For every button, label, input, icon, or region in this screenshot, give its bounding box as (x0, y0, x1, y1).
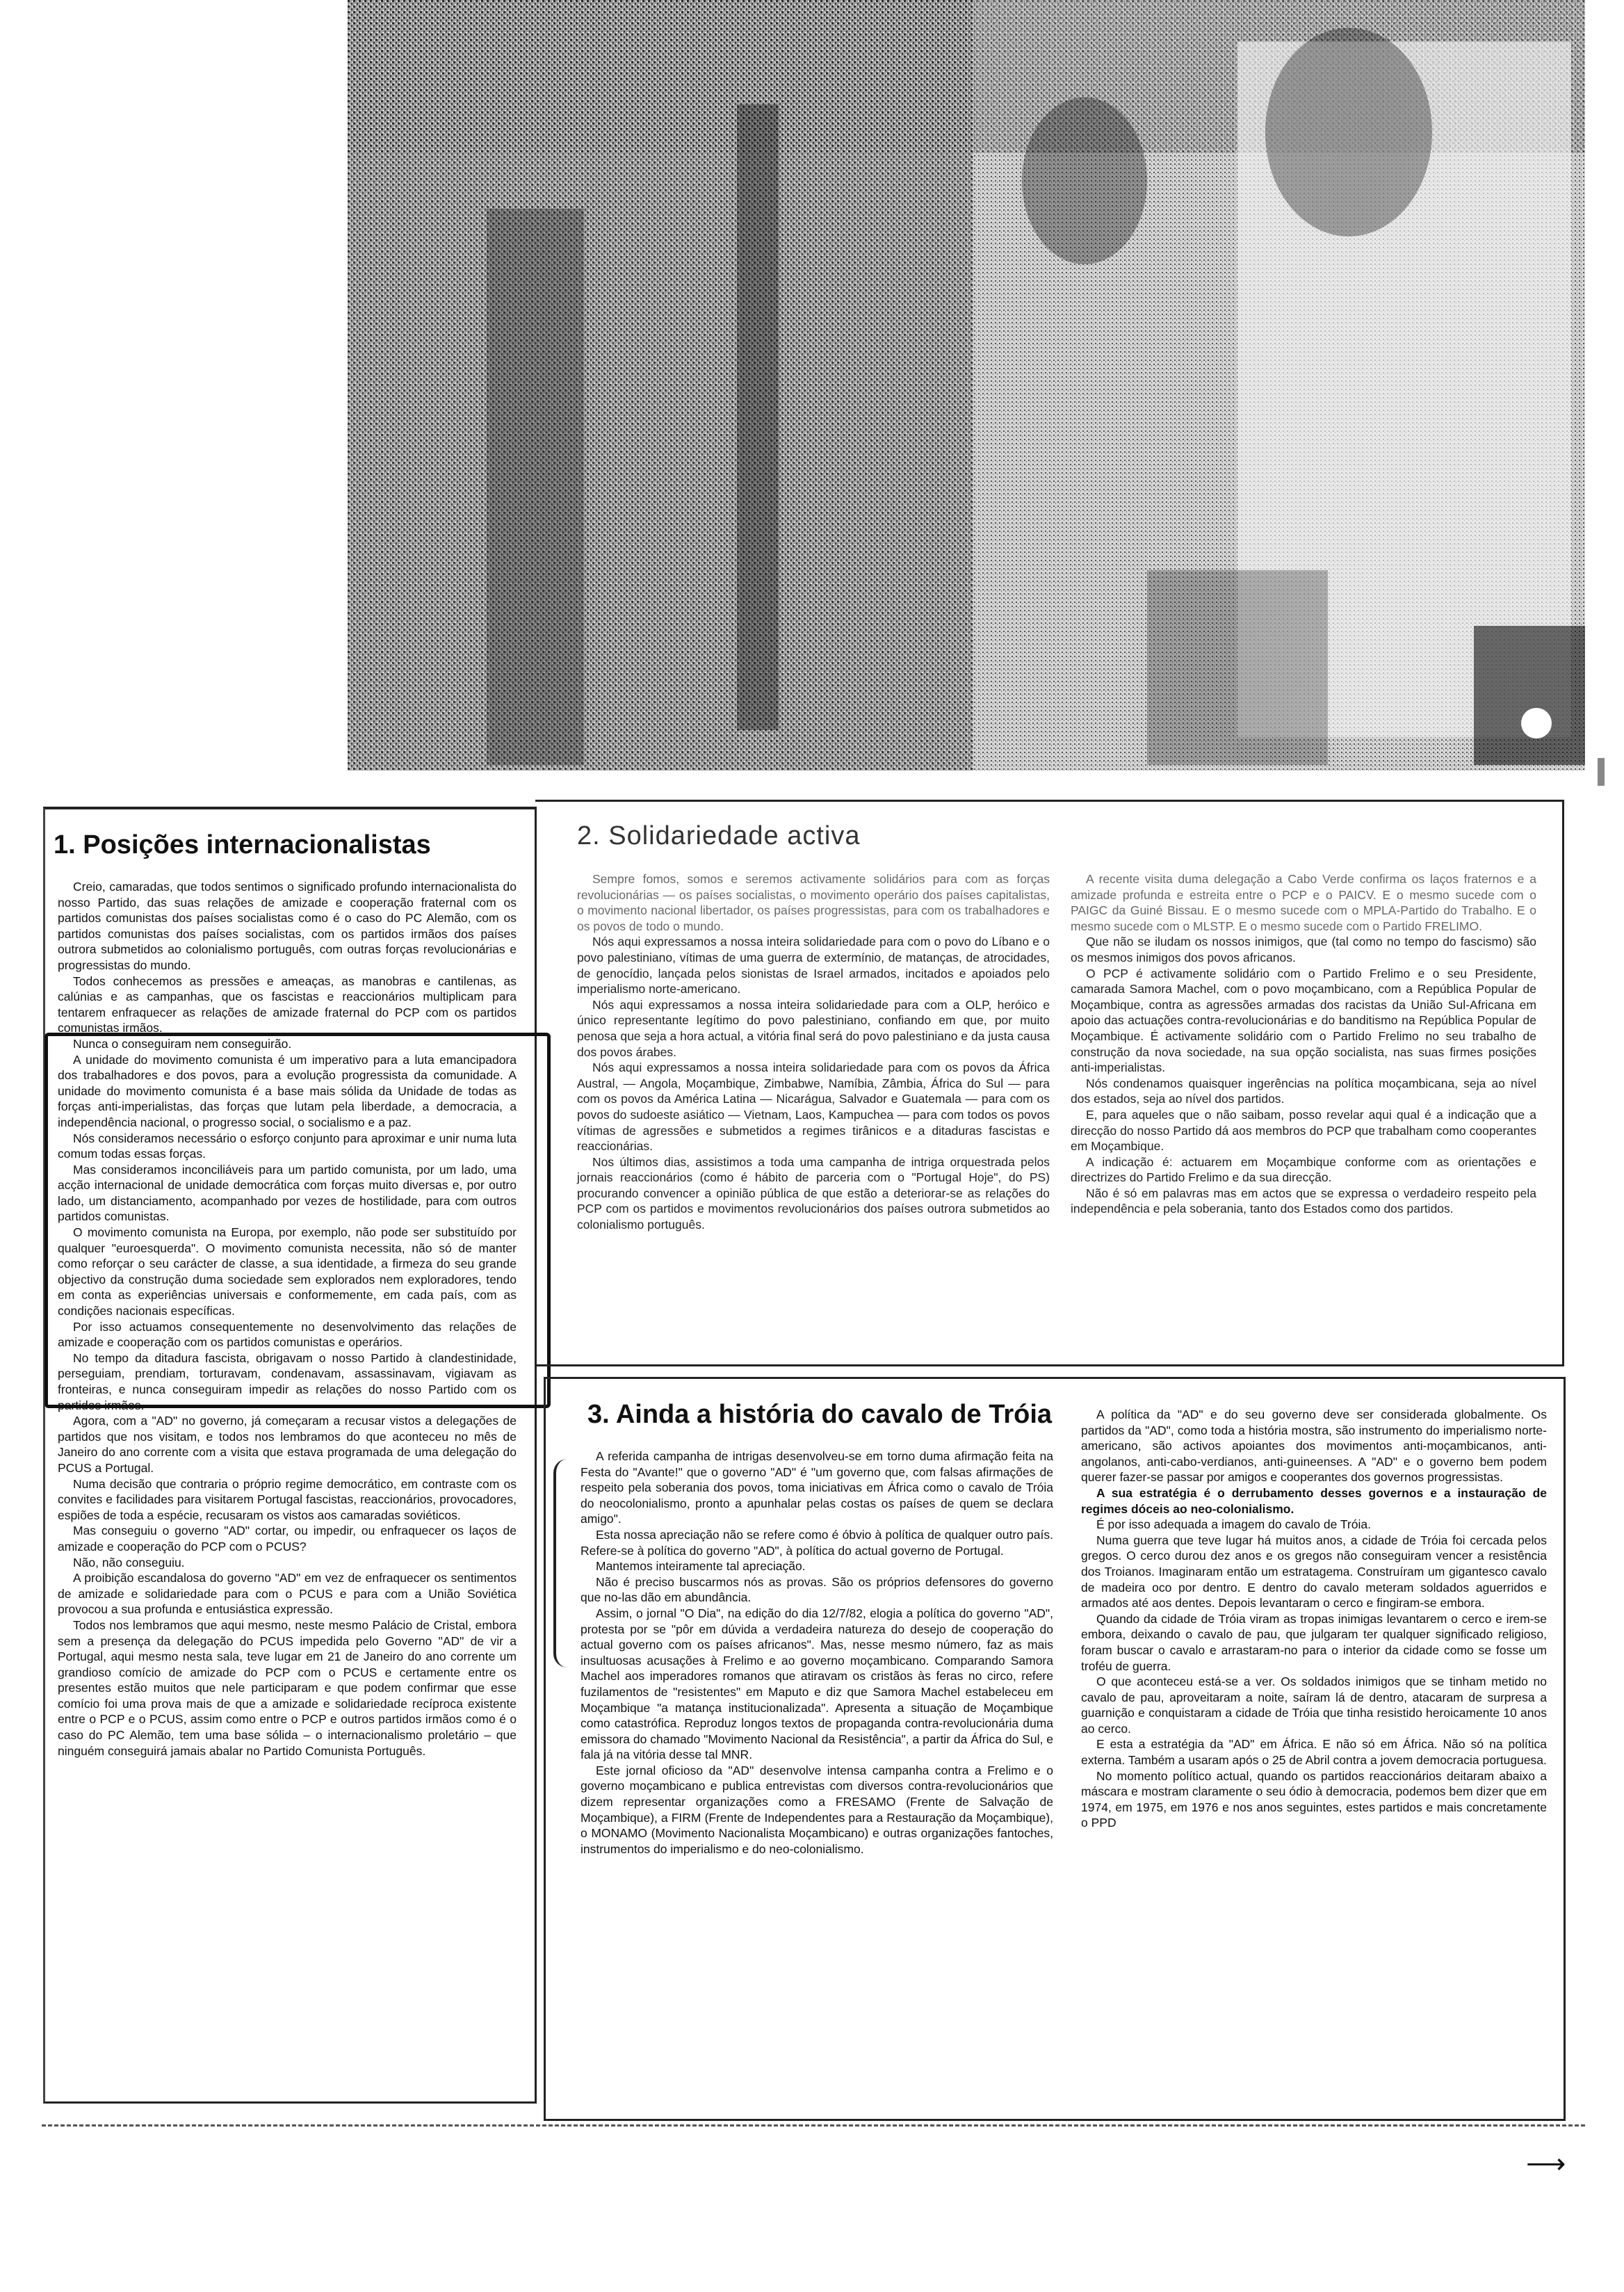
paragraph: E, para aqueles que o não saibam, posso revelar aqui qual é a indicação que a direcção do nosso Partido dá aos membros do PCP que trabalham como cooperantes em Moçambique. (1071, 1107, 1536, 1154)
paragraph: O movimento comunista na Europa, por exemplo, não pode ser substituído por qualquer "euroesquerda". O movimento comunista necessita, não só de manter como reforçar o seu carácter de classe, a sua identidade, a firmeza do seu grande objectivo da construção duma sociedade sem explorados nem exploradores, tendo em conta as experiências universais e conformemente, em cada país, com as condições nacionais específicas. (58, 1225, 517, 1318)
scan-edge-mark (1598, 758, 1605, 786)
article-1-title: 1. Posições internacionalistas (54, 830, 431, 860)
paragraph: Mas consideramos inconciliáveis para um partido comunista, por um lado, uma acção internacional de unidade democrática com forças muito diversas e, por outro lado, um distanciamento, acompanhado por vezes de hostilidade, para com outros partidos comunistas. (58, 1162, 517, 1224)
article-3-title: 3. Ainda a história do cavalo de Tróia (587, 1400, 1053, 1429)
paragraph: A proibição escandalosa do governo "AD" em vez de enfraquecer os sentimentos de amizade e solidariedade para com o PCUS e para com a União Soviética provocou a sua profunda e entusiástica expressão. (58, 1571, 517, 1617)
article-3-column-2 (1081, 1407, 1547, 1831)
paragraph: O PCP é activamente solidário com o Partido Frelimo e o seu Presidente, camarada Samora Machel, com o povo moçambicano, com a República Popular de Moçambique, contra as agressões armadas dos racistas da União Sul-Africana em apoio das actuações contra-revolucionárias e do banditismo na República Popular de Moçambique. É activamente solidário com o Partido Frelimo no seu trabalho de construção da nova sociedade, na sua opção socialista, nas suas firmes posições anti-imperialistas. (1071, 966, 1536, 1075)
paragraph: A recente visita duma delegação a Cabo Verde confirma os laços fraternos e a amizade profunda e estreita entre o PCP e o PAICV. E o mesmo sucede com o PAIGC da Guiné Bissau. E o mesmo sucede com o MPLA-Partido do Trabalho. E o mesmo sucede com o MLSTP. E o mesmo sucede com o Partido FRELIMO. (1071, 872, 1536, 933)
article-photo (348, 0, 1585, 770)
paragraph: É por isso adequada a imagem do cavalo de Tróia. (1096, 1517, 1371, 1532)
paragraph: Que não se iludam os nossos inimigos, que (tal como no tempo do fascismo) são os mesmos inimigos dos povos africanos. (1071, 935, 1536, 965)
paragraph: Nós aqui expressamos a nossa inteira solidariedade para com o povo do Líbano e o povo palestiniano, vítimas de uma guerra de extermínio, de matanças, de atrocidades, de genocídio, lançada pelos sionistas de Israel armados, incitados e apoiados pelo imperialismo norte-americano. (577, 935, 1050, 996)
page-divider (42, 2124, 1585, 2126)
photo-halftone-image (348, 0, 1585, 770)
paragraph: A unidade do movimento comunista é um imperativo para a luta emancipadora dos trabalhadores e dos povos, para a evolução progressista da comunidade. A unidade do movimento comunista é a base mais sólida da Unidade de todas as forças anti-imperialistas, das forças que lutam pela liberdade, a democracia, a independência nacional, o progresso social, o socialismo e a paz. (58, 1052, 517, 1129)
article-1 (43, 807, 537, 2104)
paragraph: Numa guerra que teve lugar há muitos anos, a cidade de Tróia foi cercada pelos gregos. O cerco durou dez anos e os gregos não conseguiram vencer a resistência dos Troianos. Imaginaram então um estratagema. Construíram um gigantesco cavalo de madeira oco por dentro. E dentro do cavalo meteram soldados aguerridos e armados até aos dentes. Depois levantaram o cerco e fingiram-se embora. (1081, 1533, 1547, 1611)
paragraph: Nós condenamos quaisquer ingerências na política moçambicana, seja ao nível dos estados, seja ao nível dos partidos. (1071, 1076, 1536, 1106)
paragraph: Nunca o conseguiram nem conseguirão. (73, 1036, 292, 1051)
article-3 (544, 1377, 1566, 2121)
paragraph: Assim, o jornal "O Dia", na edição do dia 12/7/82, elogia a política do governo "AD", protesta por se "pôr em dúvida a verdadeira natureza do desejo de cooperação do actual governo com os países africanos". Mas, nesse mesmo número, faz as mais insultuosas acusações à Frelimo e ao governo moçambicano. Comparando Samora Machel aos imperadores romanos que atiravam os cristãos às feras no circo, refere fuzilamentos de "resistentes" em Maputo e diz que Samora Machel estabeleceu em Moçambique "a matança institucionalizada". Apresenta a situação de Moçambique como catastrófica. Reproduz longos textos de propaganda contra-revolucionária duma emissora do chamado "Movimento Nacional da Resistência", a partir da África do Sul, e fala já na vitória desse tal MNR. (580, 1606, 1053, 1762)
paragraph: A referida campanha de intrigas desenvolveu-se em torno duma afirmação feita na Festa do "Avante!" que o governo "AD" é "um governo que, com falsas afirmações de respeito pela soberania dos povos, toma iniciativas em África como o cavalo de Tróia do neocolonialismo, pronto a apunhalar pelas costas os países de quem se declara amigo". (580, 1449, 1053, 1526)
paragraph: Creio, camaradas, que todos sentimos o significado profundo internacionalista do nosso Partido, das suas relações de amizade e cooperação fraternal com os partidos comunistas dos países socialistas como é o caso do PC Alemão, com os partidos comunistas dos países socialistas, com os partidos irmãos dos países outrora submetidos ao colonialismo português, com outras forças revolucionárias e progressistas do mundo. (58, 880, 517, 972)
paragraph: Esta nossa apreciação não se refere como é óbvio à política de qualquer outro país. Refere-se à política do governo "AD", à política do actual governo de Portugal. (580, 1527, 1053, 1558)
paragraph: Este jornal oficioso da "AD" desenvolve intensa campanha contra a Frelimo e o governo moçambicano e publica entrevistas com diversos contra-revolucionários que dizem representar organizações como a FRESAMO (Frente de Salvação de Moçambique), a FIRM (Frente de Independentes para a Restauração da Moçambique), o MONAMO (Movimento Nacionalista Moçambicano) e outras organizações fantoches, instrumentos do imperialismo e do neo-colonialismo. (580, 1763, 1053, 1856)
paragraph: Agora, com a "AD" no governo, já começaram a recusar vistos a delegações de partidos que nos visitam, e todos nos lembramos do que aconteceu no mês de Janeiro do ano corrente com a visita que estava programada de uma delegação do PCUS a Portugal. (58, 1414, 517, 1475)
article-2-column-2 (1071, 871, 1536, 1217)
paragraph: Não é preciso buscarmos nós as provas. São os próprios defensores do governo que no-las dão em abundância. (580, 1574, 1053, 1605)
paragraph: Sempre fomos, somos e seremos activamente solidários para com as forças revolucionárias — os países socialistas, o movimento operário dos países capitalistas, o movimento nacional libertador, os países progressistas, para com os trabalhadores e os povos de todo o mundo. (577, 872, 1050, 933)
paragraph: Não é só em palavras mas em actos que se expressa o verdadeiro respeito pela independência e pela soberania, tanto dos Estados como dos partidos. (1071, 1186, 1536, 1216)
paragraph: Mantemos inteiramente tal apreciação. (596, 1559, 806, 1574)
paragraph: A política da "AD" e do seu governo deve ser considerada globalmente. Os partidos da "AD", como toda a história mostra, são instrumento do imperialismo norte-americano, são activos apoiantes dos movimentos anti-moçambicanos, anti-angolanos, anti-cabo-verdianos, anti-guineenses. A "AD" e o governo bem podem querer fazer-se passar por amigos e cooperantes dos governos progressistas. (1081, 1407, 1547, 1485)
article-2-column-1 (577, 871, 1050, 1233)
paragraph: O que aconteceu está-se a ver. Os soldados inimigos que se tinham metido no cavalo de pau, aproveitaram a noite, saíram lá de dentro, atacaram de surpresa a guarnição e conquistaram a cidade de Tróia que tinha resistido heroicamente 10 anos ao cerco. (1081, 1674, 1547, 1736)
paragraph: E esta a estratégia da "AD" em África. E não só em África. Não só na política externa. Também a usaram após o 25 de Abril contra a jovem democracia portuguesa. (1081, 1737, 1547, 1768)
paragraph: Por isso actuamos consequentemente no desenvolvimento das relações de amizade e cooperação com os partidos comunistas e operários. (58, 1319, 517, 1350)
continue-arrow-icon: ⟶ (1526, 2149, 1566, 2179)
paragraph: Numa decisão que contraria o próprio regime democrático, em contraste com os convites e facilidades para visitarem Portugal fascistas, reaccionários, provocadores, espiões de toda a espécie, recusaram os vistos aos camaradas soviéticos. (58, 1476, 517, 1522)
paragraph: Não, não conseguiu. (73, 1555, 185, 1569)
article-1-body (58, 879, 517, 1759)
handwritten-margin-bracket (553, 1459, 577, 1668)
article-3-column-1 (580, 1448, 1053, 1857)
paragraph: A indicação é: actuarem em Moçambique conforme com as orientações e directrizes do Partido Frelimo e da sua direcção. (1071, 1154, 1536, 1185)
paragraph: Mas conseguiu o governo "AD" cortar, ou impedir, ou enfraquecer os laços de amizade e cooperação do PCP com o PCUS? (58, 1524, 517, 1553)
paragraph: Quando da cidade de Tróia viram as tropas inimigas levantarem o cerco e irem-se embora, deixando o cavalo de pau, que julgaram ter qualquer significado religioso, foram buscar o cavalo e arrastaram-no para o interior da cidade como se fosse um troféu de guerra. (1081, 1611, 1547, 1673)
article-2 (535, 800, 1564, 1366)
paragraph: Todos conhecemos as pressões e ameaças, as manobras e cantilenas, as calúnias e as campanhas, que os fascistas e reaccionários multiplicam para tentarem enfraquecer as relações de amizade fraternal do PCP com os partidos comunistas irmãos. (58, 974, 517, 1035)
paragraph: No tempo da ditadura fascista, obrigavam o nosso Partido à clandestinidade, perseguiam, prendiam, torturavam, condenavam, assassinavam, vigiavam as fronteiras, e nunca conseguiram impedir as relações do nosso Partido com os partidos irmãos. (58, 1350, 517, 1412)
paragraph: Todos nos lembramos que aqui mesmo, neste mesmo Palácio de Cristal, embora sem a presença da delegação do PCUS impedida pelo Governo "AD" de vir a Portugal, aqui mesmo nesta sala, teve lugar em 21 de Janeiro do ano corrente um grandioso comício de amizade do PCP com o PCUS e certamente entre os presentes estão muitos que nele participaram e que podem confirmar que esse comício foi uma prova mais de que a amizade e solidariedade recíproca existente entre o PCP e o PCUS, assim como entre o PCP e outros partidos irmãos como é o caso do PC Alemão, tem uma base sólida – o internacionalismo proletário – que ninguém conseguirá jamais abalar no Partido Comunista Português. (58, 1617, 517, 1758)
paragraph: Nós consideramos necessário o esforço conjunto para aproximar e unir numa luta comum todas essas forças. (58, 1131, 517, 1161)
paragraph: Nós aqui expressamos a nossa inteira solidariedade para com a OLP, heróico e único representante legítimo do povo palestiniano, confiando em que, por muito penosa que seja a hora actual, a vitória final será do povo palestiniano e da justa causa dos povos árabes. (577, 997, 1050, 1059)
paragraph: Nos últimos dias, assistimos a toda uma campanha de intriga orquestrada pelos jornais reaccionários (como é hábito de parceria com o "Portugal Hoje", do PS) procurando convencer a opinião pública de que estão a deteriorar-se as relações do PCP com os partidos e movimentos revolucionários dos países outrora submetidos ao colonialismo português. (577, 1154, 1050, 1232)
bold-statement: A sua estratégia é o derrubamento desses governos e a instauração de regimes dóceis ao neo-colonialismo. (1081, 1485, 1547, 1516)
paragraph: Nós aqui expressamos a nossa inteira solidariedade para com os povos da África Austral, — Angola, Moçambique, Zimbabwe, Namíbia, Zâmbia, África do Sul — para com os povos da América Latina — Nicarágua, Salvador e Guatemala — para com os povos do sudoeste asiático — Vietnam, Laos, Kampuchea — para com todos os povos vítimas de agressões e submetidos a regimes tirânicos e a ditaduras fascistas e reaccionárias. (577, 1060, 1050, 1154)
article-2-title: 2. Solidariedade activa (577, 821, 861, 850)
paragraph: No momento político actual, quando os partidos reaccionários deitaram abaixo a máscara e mostram claramente o seu ódio à democracia, podemos bem dizer que em 1974, em 1975, em 1976 e nos anos seguintes, estes partidos e mais concretamente o PPD (1081, 1768, 1547, 1830)
